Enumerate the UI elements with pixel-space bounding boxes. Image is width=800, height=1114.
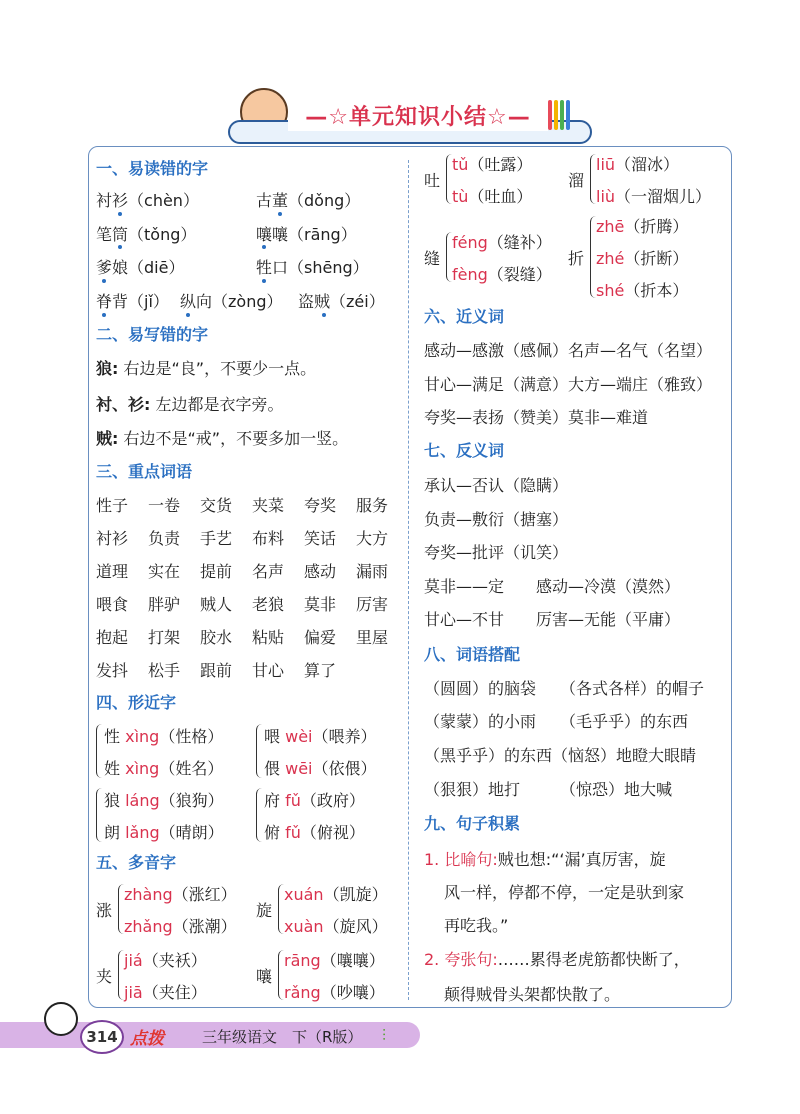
key-word: 跟前 — [200, 661, 233, 680]
polyphone-reading: zhǎng（涨潮） — [124, 917, 237, 936]
polyphone-reading: xuán（凯旋） — [284, 885, 388, 904]
brace — [96, 788, 103, 842]
collocation-line: （狠狠）地打 （惊恐）地大喊 — [424, 780, 673, 799]
column-divider — [408, 160, 409, 1000]
polyphone-char: 缝 — [424, 249, 441, 268]
collocation-line: （黑乎乎）的东西（恼怒）地瞪大眼睛 — [424, 746, 697, 765]
polyphone-char: 涨 — [96, 901, 113, 920]
polyphone-reading: zhé（折断） — [596, 249, 689, 268]
polyphone-reading: tǔ（吐露） — [452, 155, 533, 174]
key-word: 厉害 — [356, 595, 389, 614]
polyphone-reading: liū（溜冰） — [596, 155, 680, 174]
antonym-line: 莫非——定 感动—冷漠（漠然） — [424, 577, 681, 596]
key-word: 老狼 — [252, 595, 285, 614]
polyphone-char: 夹 — [96, 967, 113, 986]
misread-item: 牲口（shēng） — [256, 258, 369, 277]
misread-item: 盗贼（zéi） — [298, 292, 385, 311]
polyphone-char: 旋 — [256, 901, 273, 920]
key-word: 一卷 — [148, 496, 181, 515]
key-word: 抱起 — [96, 628, 129, 647]
similar-char-item: 偎 wēi（依偎） — [264, 759, 377, 778]
key-word: 实在 — [148, 562, 181, 581]
emphasis-dot — [102, 313, 106, 317]
sentence-line: 风一样，停都不停，一定是驮到家 — [444, 883, 685, 902]
polyphone-char: 溜 — [568, 171, 585, 190]
brace — [256, 788, 263, 842]
section-heading-similar-chars: 四、形近字 — [96, 693, 177, 712]
synonym-line: 感动—感激（感佩）名声—名气（名望） — [424, 341, 713, 360]
key-word: 里屋 — [356, 628, 389, 647]
synonym-line: 甘心—满足（满意）大方—端庄（雅致） — [424, 375, 713, 394]
brace — [96, 724, 103, 778]
emphasis-dot — [322, 313, 326, 317]
key-word: 贼人 — [200, 595, 233, 614]
misread-item: 爹娘（diē） — [96, 258, 185, 277]
key-word: 打架 — [148, 628, 181, 647]
misread-item: 衬衫（chèn） — [96, 191, 199, 210]
bamboo-icon: ⫶ — [382, 1026, 387, 1045]
key-word: 夸奖 — [304, 496, 337, 515]
polyphone-reading: xuàn（旋风） — [284, 917, 388, 936]
key-word: 衬衫 — [96, 529, 129, 548]
miswrite-item: 衬、衫: 左边都是衣字旁。 — [96, 395, 284, 414]
key-word: 感动 — [304, 562, 337, 581]
polyphone-reading: tù（吐血） — [452, 187, 533, 206]
brace — [256, 724, 263, 778]
key-word: 算了 — [304, 661, 337, 680]
similar-char-item: 俯 fǔ（俯视） — [264, 823, 365, 842]
page-title: —☆单元知识小结☆— — [288, 100, 548, 131]
similar-char-item: 府 fǔ（政府） — [264, 791, 365, 810]
sentence-line: 颠得贼骨头架都快散了。 — [444, 985, 621, 1004]
polyphone-reading: jiá（夹袄） — [124, 951, 207, 970]
key-word: 发抖 — [96, 661, 129, 680]
misread-item: 嚷嚷（rāng） — [256, 225, 357, 244]
emphasis-dot — [102, 279, 106, 283]
miswrite-item: 狼: 右边是“良”，不要少一点。 — [96, 359, 317, 378]
key-word: 莫非 — [304, 595, 337, 614]
sentence-line: 2. 夸张句:……累得老虎筋都快断了， — [424, 950, 690, 969]
section-heading-collocations: 八、词语搭配 — [424, 645, 521, 664]
collocation-line: （圆圆）的脑袋 （各式各样）的帽子 — [424, 679, 705, 698]
section-heading-key-words: 三、重点词语 — [96, 462, 193, 481]
key-word: 胖驴 — [148, 595, 181, 614]
polyphone-reading: rāng（嚷嚷） — [284, 951, 385, 970]
panda-icon — [44, 1002, 78, 1036]
key-word: 大方 — [356, 529, 389, 548]
polyphone-reading: féng（缝补） — [452, 233, 552, 252]
emphasis-dot — [278, 212, 282, 216]
key-word: 服务 — [356, 496, 389, 515]
miswrite-item: 贼: 右边不是“戒”，不要多加一竖。 — [96, 429, 349, 448]
key-word: 笑话 — [304, 529, 337, 548]
antonym-line: 负责—敷衍（搪塞） — [424, 510, 569, 529]
key-word: 手艺 — [200, 529, 233, 548]
key-word: 名声 — [252, 562, 285, 581]
key-word: 胶水 — [200, 628, 233, 647]
key-word: 提前 — [200, 562, 233, 581]
page-number: 314 — [80, 1020, 124, 1054]
emphasis-dot — [262, 279, 266, 283]
book-label: 三年级语文 下（R版） — [202, 1028, 363, 1046]
polyphone-char: 折 — [568, 249, 585, 268]
polyphone-reading: jiā（夹住） — [124, 983, 207, 1002]
title-banner — [228, 100, 588, 142]
similar-char-item: 喂 wèi（喂养） — [264, 727, 377, 746]
key-word: 性子 — [96, 496, 129, 515]
misread-item: 笔筒（tǒng） — [96, 225, 197, 244]
key-word: 负责 — [148, 529, 181, 548]
polyphone-reading: shé（折本） — [596, 281, 689, 300]
misread-item: 脊背（jǐ） — [96, 292, 169, 311]
collocation-line: （蒙蒙）的小雨 （毛乎乎）的东西 — [424, 712, 689, 731]
key-word: 道理 — [96, 562, 129, 581]
polyphone-reading: fèng（裂缝） — [452, 265, 552, 284]
similar-char-item: 朗 lǎng（晴朗） — [104, 823, 224, 842]
sentence-line: 再吃我。” — [444, 916, 509, 935]
similar-char-item: 狼 láng（狼狗） — [104, 791, 224, 810]
antonym-line: 夸奖—批评（讥笑） — [424, 543, 569, 562]
key-word: 交货 — [200, 496, 233, 515]
section-heading-misread: 一、易读错的字 — [96, 159, 209, 178]
key-word: 夹菜 — [252, 496, 285, 515]
polyphone-reading: zhē（折腾） — [596, 217, 689, 236]
key-word: 松手 — [148, 661, 181, 680]
key-word: 甘心 — [252, 661, 285, 680]
similar-char-item: 性 xìng（性格） — [104, 727, 224, 746]
emphasis-dot — [262, 245, 266, 249]
section-heading-miswrite: 二、易写错的字 — [96, 325, 209, 344]
polyphone-reading: zhàng（涨红） — [124, 885, 237, 904]
key-word: 粘贴 — [252, 628, 285, 647]
section-heading-synonyms: 六、近义词 — [424, 307, 505, 326]
similar-char-item: 姓 xìng（姓名） — [104, 759, 224, 778]
polyphone-reading: rǎng（吵嚷） — [284, 983, 385, 1002]
synonym-line: 夸奖—表扬（赞美）莫非—难道 — [424, 408, 649, 427]
polyphone-char: 嚷 — [256, 967, 273, 986]
emphasis-dot — [118, 212, 122, 216]
key-word: 漏雨 — [356, 562, 389, 581]
brand-logo: 点拨 — [130, 1029, 164, 1049]
antonym-line: 承认—否认（隐瞒） — [424, 476, 569, 495]
key-word: 喂食 — [96, 595, 129, 614]
polyphone-reading: liù（一溜烟儿） — [596, 187, 712, 206]
emphasis-dot — [118, 245, 122, 249]
key-word: 偏爱 — [304, 628, 337, 647]
section-heading-polyphones: 五、多音字 — [96, 853, 177, 872]
antonym-line: 甘心—不甘 厉害—无能（平庸） — [424, 610, 681, 629]
section-heading-sentences: 九、句子积累 — [424, 814, 521, 833]
key-word: 布料 — [252, 529, 285, 548]
sentence-line: 1. 比喻句:贼也想:“‘漏’真厉害，旋 — [424, 850, 666, 869]
section-heading-antonyms: 七、反义词 — [424, 441, 505, 460]
emphasis-dot — [186, 313, 190, 317]
polyphone-char: 吐 — [424, 171, 441, 190]
misread-item: 纵向（zòng） — [180, 292, 283, 311]
misread-item: 古董（dǒng） — [256, 191, 361, 210]
pencils-icon — [548, 100, 578, 134]
